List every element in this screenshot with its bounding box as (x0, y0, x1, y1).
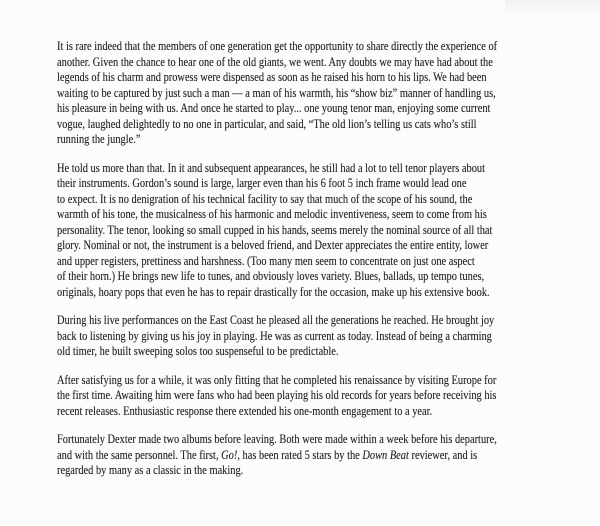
text-line: old timer, he built sweeping solos too suspenseful to be predictable. (57, 343, 339, 358)
text-line: glory. Nominal or not, the instrument is a beloved friend, and Dexter appreciates the entire entity, lower (57, 237, 489, 252)
text-line: their instruments. Gordon’s sound is large, larger even than his 6 foot 5 inch frame would lead one (57, 175, 467, 190)
text-line: During his live performances on the East Coast he pleased all the generations he reached. He brought joy (57, 312, 495, 327)
text-line: recent releases. Enthusiastic response there extended his one-month engagement to a year. (57, 402, 433, 418)
text-line: running the jungle.” (57, 131, 141, 146)
paragraph-4 (57, 372, 587, 419)
text-line: and upper registers, prettiness and harshness. (Too many men seem to concentrate on just one aspect (57, 252, 475, 268)
text-segment: reviewer, and is (408, 446, 478, 462)
text-line: his pleasure in being with us. And once he started to play... one young tenor man, enjoying some current (57, 100, 491, 115)
text-line: regarded by many as a classic in the making. (57, 462, 244, 477)
magazine-title-down-beat: Down Beat (362, 446, 409, 462)
text-line: warmth of his tone, the musicalness of his harmonic and melodic inventiveness, seem to come from his (57, 206, 487, 221)
paragraph-5 (57, 431, 587, 478)
text-line-with-titles (57, 447, 587, 463)
text-line: legends of his charm and prowess were dispensed as soon as he raised his horn to his lips. We had been (57, 69, 487, 84)
text-line: He told us more than that. In it and subsequent appearances, he still had a lot to tell tenor players about (57, 159, 486, 175)
text-line: personality. The tenor, looking so small cupped in his hands, seems merely the nominal source of all that (57, 221, 493, 237)
text-line: vogue, laughed delightedly to no one in particular, and said, “The old lion’s telling us cats who’s still (57, 115, 477, 131)
text-condense-wrapper (57, 38, 587, 478)
text-line: of their horn.) He brings new life to tunes, and obviously loves variety. Blues, ballads, up tempo tunes, (57, 268, 485, 283)
album-title-go: Go! (221, 446, 238, 462)
text-line: to expect. It is no denigration of his technical facility to say that much of the scope of his sound, the (57, 190, 473, 206)
text-line: Fortunately Dexter made two albums before leaving. Both were made within a week before his departure, (57, 431, 497, 446)
text-line: another. Given the chance to hear one of the old giants, we went. Any doubts we may have had about the (57, 53, 493, 69)
text-line: waiting to be captured by just such a man — a man of his warmth, his “show biz” manner of handling us, (57, 84, 496, 100)
text-line: It is rare indeed that the members of one generation get the opportunity to share directly the experience of (57, 38, 498, 53)
text-line: originals, hoary pops that even he has to repair drastically for the occasion, make up his extensive book. (57, 283, 490, 299)
scan-smudge (505, 0, 600, 16)
paragraph-3 (57, 312, 587, 359)
text-column (57, 38, 600, 478)
text-line: the first time. Awaiting him were fans who had been playing his old records for years before receiving his (57, 387, 497, 402)
paragraph-2 (57, 160, 587, 300)
text-segment: and with the same personnel. The first, (57, 446, 222, 462)
text-line: back to listening by giving us his joy in playing. He was as current as today. Instead of being a charming (57, 327, 492, 343)
paragraph-1 (57, 38, 587, 147)
text-line: After satisfying us for a while, it was only fitting that he completed his renaissance by visiting Europe for (57, 371, 497, 387)
text-segment: , has been rated 5 stars by the (237, 446, 363, 462)
